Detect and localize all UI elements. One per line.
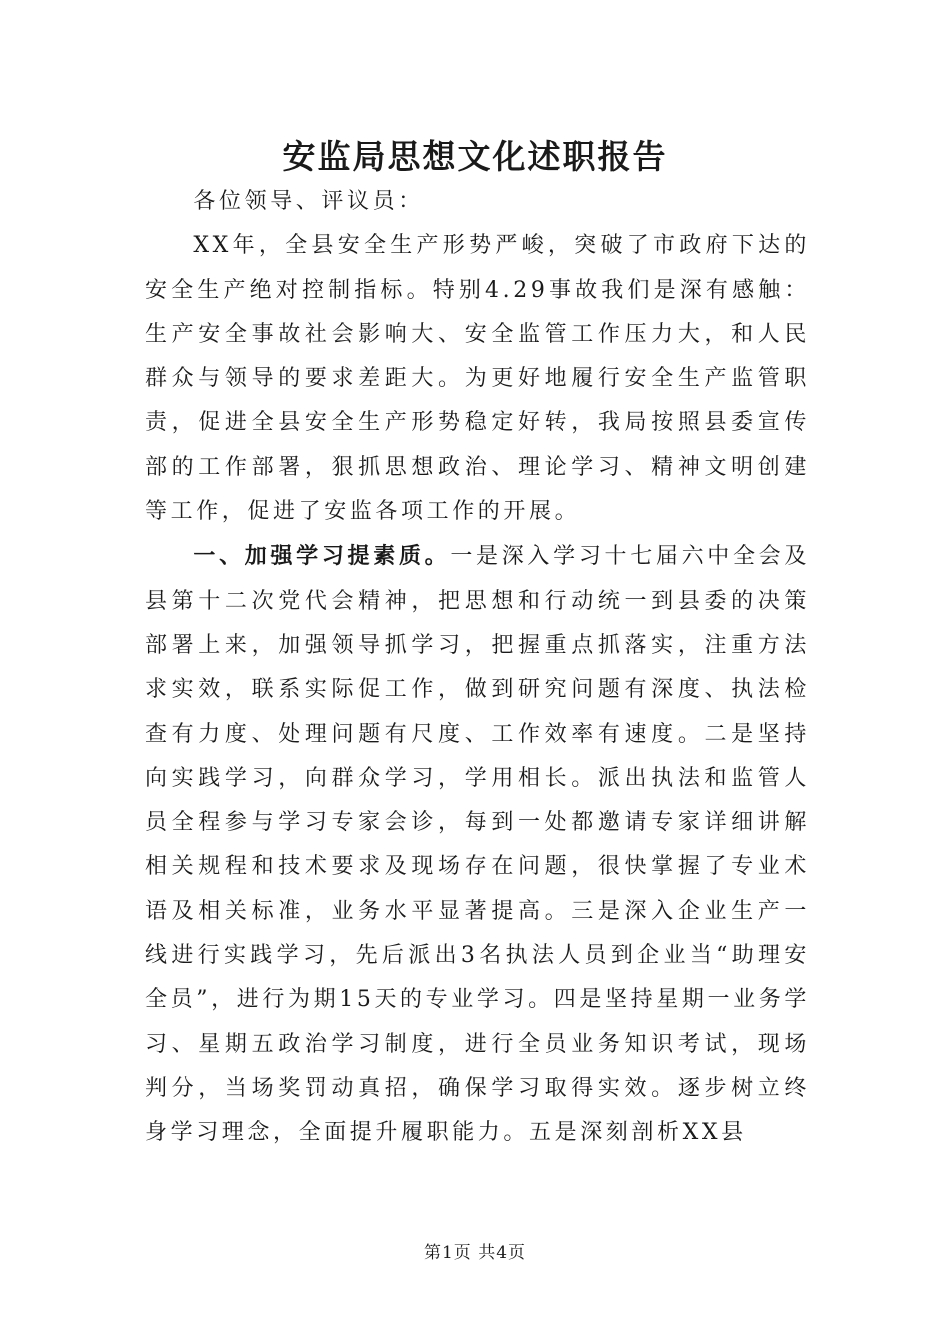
paragraph-intro: XX年，全县安全生产形势严峻，突破了市政府下达的安全生产绝对控制指标。特别4.29事故我们是深有感触：生产安全事故社会影响大、安全监管工作压力大，和人民群众与领导的要求差距大。为更好地履行安全生产监管职责，促进全县安全生产形势稳定好转，我局按照县委宣传部的工作部署，狠抓思想政治、理论学习、精神文明创建等工作，促进了安监各项工作的开展。 (145, 233, 810, 525)
document-body (145, 180, 810, 1156)
section-1-heading: 一、加强学习提素质。 (193, 543, 451, 570)
document-title: 安监局思想文化述职报告 (282, 137, 668, 176)
section-1-paragraph (145, 534, 810, 1155)
salutation: 各位领导、评议员： (193, 189, 424, 214)
section-1-text: 一是深入学习十七届六中全会及县第十二次党代会精神，把思想和行动统一到县委的决策部署上来，加强领导抓学习，把握重点抓落实，注重方法求实效，联系实际促工作，做到研究问题有深度、执法检查有力度、处理问题有尺度、工作效率有速度。二是坚持向实践学习，向群众学习，学用相长。派出执法和监管人员全程参与学习专家会诊，每到一处都邀请专家详细讲解相关规程和技术要求及现场存在问题，很快掌握了专业术语及相关标准，业务水平显著提高。三是深入企业生产一线进行实践学习，先后派出3名执法人员到企业当“助理安全员”，进行为期15天的专业学习。四是坚持星期一业务学习、星期五政治学习制度，进行全员业务知识考试，现场判分，当场奖罚动真招，确保学习取得实效。逐步树立终身学习理念，全面提升履职能力。五是深刻剖析XX县 (145, 544, 810, 1146)
page-number-footer: 第1页 共4页 (423, 1243, 527, 1263)
